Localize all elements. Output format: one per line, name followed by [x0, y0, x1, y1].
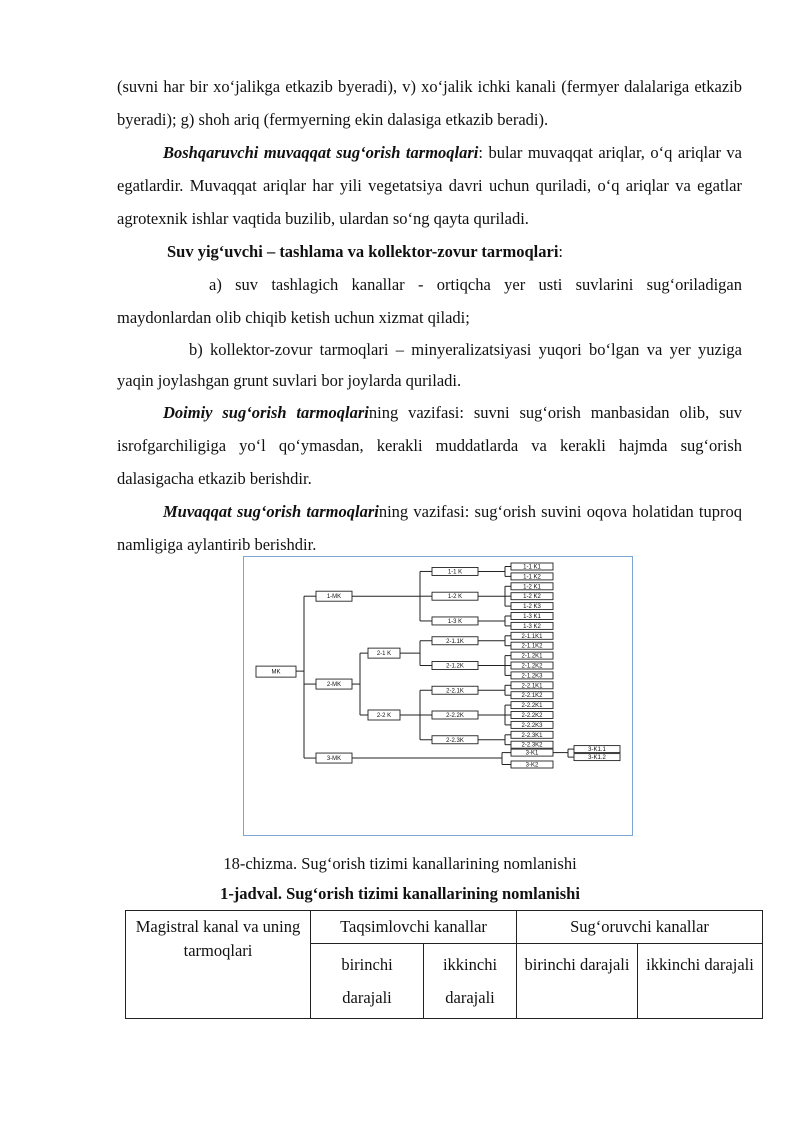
- leaf-canal-box: [574, 746, 620, 754]
- svg-text:2-2.1K1: 2-2.1K1: [521, 683, 543, 690]
- svg-text:1-2 K2: 1-2 K2: [523, 594, 541, 601]
- leaf-canal-box: [511, 583, 553, 591]
- svg-text:2-1.1K2: 2-1.1K2: [521, 643, 543, 650]
- leaf-canal-box: [511, 603, 553, 611]
- distribution-canal-box: [432, 592, 478, 600]
- svg-text:1-2 K3: 1-2 K3: [523, 604, 541, 611]
- svg-text:2-1 K: 2-1 K: [376, 651, 392, 658]
- svg-text:2-2.2K: 2-2.2K: [446, 713, 464, 719]
- list-item-a: [117, 268, 742, 334]
- svg-text:1-1 K1: 1-1 K1: [523, 564, 541, 571]
- leaf-canal-box: [511, 731, 553, 739]
- header-irrigating: Sug‘oruvchi kanallar: [517, 911, 763, 944]
- svg-text:3-MK: 3-MK: [326, 756, 342, 763]
- leaf-canal-box: [511, 761, 553, 769]
- leaf-canal-box: [511, 672, 553, 680]
- leaf-canal-box: [511, 682, 553, 690]
- term-temporary-networks: Boshqaruvchi muvaqqat sug‘orish tarmoqlari: [163, 143, 479, 162]
- svg-text:2-1.2K: 2-1.2K: [446, 663, 464, 670]
- svg-text:1-3 K2: 1-3 K2: [523, 623, 541, 630]
- svg-text:2-1.2K3: 2-1.2K3: [521, 673, 543, 680]
- leaf-canal-box: [511, 573, 553, 581]
- sub-distribution-canal-box: [432, 736, 478, 744]
- svg-text:MK: MK: [271, 669, 281, 676]
- leaf-canal-box: [511, 613, 553, 621]
- table-caption: 1-jadval. Sug‘orish tizimi kanallarining nomlanishi: [220, 884, 580, 903]
- svg-text:2-2.1K2: 2-2.1K2: [521, 693, 543, 700]
- leaf-canal-box: [511, 593, 553, 601]
- leaf-canal-box: [511, 662, 553, 670]
- list-item-a-text: a) suv tashlagich kanallar - ortiqcha yer usti suvlarini sug‘oriladigan maydonlardan olib chiqib ketish uchun xizmat qiladi;: [117, 275, 742, 327]
- list-item-b-text: b) kollektor-zovur tarmoqlari – minyeralizatsiyasi yuqori bo‘lgan va yer yuziga yaqin joylashgan grunt suvlari bor joylarda quriladi.: [117, 340, 742, 390]
- sub-distribution-canal-box: [432, 711, 478, 719]
- leaf-canal-box: [511, 702, 553, 710]
- svg-text:1-1 K: 1-1 K: [447, 569, 463, 576]
- paragraph-4-text: ning vazifasi: suvni sug‘orish manbasidan olib, suv isrofgarchiligiga yo‘l qo‘ymasdan, kerakli muddatlarda va kerakli hajmda sug‘orish dalasigacha etkazib berishdir.: [117, 403, 742, 488]
- paragraph-2: [117, 136, 742, 235]
- svg-text:1-1 K2: 1-1 K2: [523, 574, 541, 581]
- svg-text:2-2.2K3: 2-2.2K3: [521, 722, 543, 729]
- heading-colon: :: [558, 242, 564, 261]
- document-body: [117, 70, 742, 561]
- term-temporary-irrigation: Muvaqqat sug‘orish tarmoqlari: [163, 502, 379, 521]
- svg-text:3-K1: 3-K1: [525, 750, 539, 757]
- svg-text:3-K1.2: 3-K1.2: [588, 755, 606, 762]
- main-branch-box: [316, 753, 352, 763]
- svg-text:2-2.1K: 2-2.1K: [446, 688, 464, 695]
- leaf-canal-box: [511, 622, 553, 630]
- sub-distribution-canal-box: [432, 662, 478, 670]
- paragraph-5-text: ning vazifasi: sug‘orish suvini oqova holatidan tuproq namligiga aylantirib berishdir.: [117, 502, 742, 554]
- canal-tree-diagram: [244, 557, 631, 834]
- term-drainage-networks: Suv yig‘uvchi – tashlama va kollektor-zovur tarmoqlari: [167, 242, 559, 261]
- canal-names-table: [125, 910, 763, 1019]
- subheader-cell: birinchi darajali: [517, 944, 638, 1019]
- svg-text:1-2 K1: 1-2 K1: [523, 584, 541, 591]
- svg-text:1-MK: 1-MK: [326, 594, 342, 601]
- leaf-canal-box: [511, 721, 553, 729]
- distribution-canal-box: [432, 617, 478, 625]
- svg-text:2-2.3K1: 2-2.3K1: [521, 732, 543, 739]
- list-item-b: [117, 334, 742, 396]
- header-distribution: Taqsimlovchi kanallar: [311, 911, 517, 944]
- distribution-canal-box: [368, 710, 400, 720]
- distribution-canal-box: [368, 648, 400, 658]
- sub-distribution-canal-box: [432, 637, 478, 645]
- svg-text:2-1.2K2: 2-1.2K2: [521, 663, 543, 670]
- paragraph-5: [117, 495, 742, 561]
- svg-text:2-2.3K2: 2-2.3K2: [521, 742, 543, 749]
- svg-text:3-K1.1: 3-K1.1: [588, 747, 606, 754]
- leaf-canal-box: [511, 741, 553, 749]
- leaf-canal-box: [574, 754, 620, 762]
- sub-distribution-canal-box: [432, 686, 478, 694]
- svg-text:2-1.1K1: 2-1.1K1: [521, 633, 543, 640]
- subheader-cell: ikkinchi darajali: [638, 944, 763, 1019]
- leaf-canal-box: [511, 563, 553, 571]
- paragraph-2-text: : bular muvaqqat ariqlar, o‘q ariqlar va egatlardir. Muvaqqat ariqlar har yili vegetatsiya davri uchun quriladi, o‘q ariqlar va egatlar agrotexnik ishlar vaqtida buzilib, ulardan so‘ng qayta quriladi.: [117, 143, 742, 228]
- svg-text:2-2 K: 2-2 K: [376, 713, 392, 719]
- paragraph-3-heading: [117, 235, 742, 268]
- canal-tree-figure: [243, 556, 633, 836]
- figure-caption: 18-chizma. Sug‘orish tizimi kanallarining nomlanishi: [223, 854, 577, 873]
- svg-text:1-3 K1: 1-3 K1: [523, 614, 541, 620]
- distribution-canal-box: [432, 567, 478, 575]
- paragraph-1: (suvni har bir xo‘jalikga etkazib byeradi), v) xo‘jalik ichki kanali (fermyer dalalariga etkazib byeradi); g) shoh ariq (fermyerning ekin dalasiga etkazib beradi).: [117, 77, 742, 129]
- table-header-row: [126, 911, 763, 944]
- leaf-canal-box: [511, 712, 553, 720]
- term-permanent-networks: Doimiy sug‘orish tarmoqlari: [163, 403, 369, 422]
- svg-text:1-2 K: 1-2 K: [447, 594, 463, 601]
- main-branch-box: [316, 679, 352, 689]
- svg-text:3-K2: 3-K2: [525, 762, 539, 769]
- svg-text:2-MK: 2-MK: [326, 682, 342, 689]
- svg-text:2-1.2K1: 2-1.2K1: [521, 653, 543, 660]
- header-main-canal: Magistral kanal va uning tarmoqlari: [126, 911, 311, 1019]
- paragraph-4: [117, 396, 742, 495]
- main-canal-box: [256, 666, 296, 677]
- svg-text:2-2.2K1: 2-2.2K1: [521, 703, 543, 710]
- subheader-cell: birinchi darajali: [311, 944, 424, 1019]
- svg-text:2-1.1K: 2-1.1K: [446, 638, 464, 645]
- leaf-canal-box: [511, 749, 553, 757]
- leaf-canal-box: [511, 692, 553, 700]
- leaf-canal-box: [511, 632, 553, 640]
- svg-text:1-3 K: 1-3 K: [447, 618, 463, 625]
- leaf-canal-box: [511, 642, 553, 650]
- svg-text:2-2.2K2: 2-2.2K2: [521, 713, 543, 719]
- main-branch-box: [316, 591, 352, 601]
- leaf-canal-box: [511, 652, 553, 660]
- svg-text:2-2.3K: 2-2.3K: [446, 737, 464, 744]
- subheader-cell: ikkinchi darajali: [424, 944, 517, 1019]
